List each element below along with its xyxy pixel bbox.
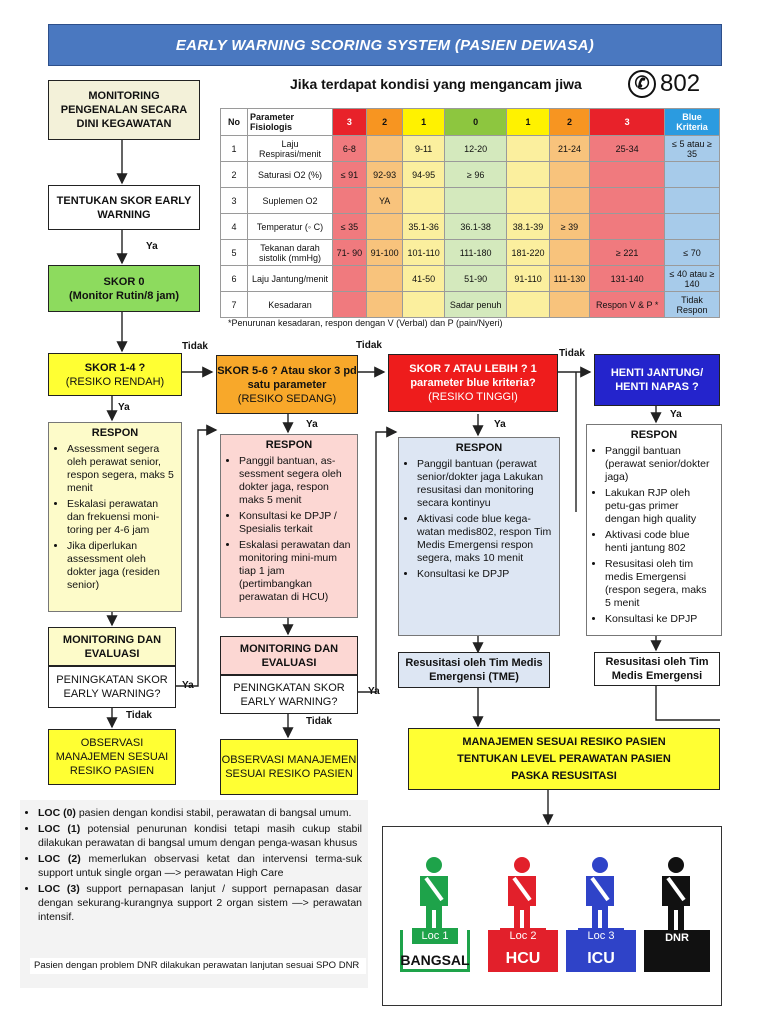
table-cell: 101-110 — [403, 240, 444, 266]
respon-1-item: • Jika diperlukan assessment oleh dokter jaga (residen senior) — [67, 540, 175, 592]
label-tidak-3: Tidak — [559, 348, 585, 359]
loc-note-label: LOC (2) — [38, 853, 81, 865]
monitoring-evaluasi-box-1 — [48, 627, 176, 666]
table-cell: 91-100 — [366, 240, 403, 266]
table-cell: Sadar penuh — [444, 292, 507, 318]
skor-1-4-sub: (RESIKO RENDAH) — [65, 375, 165, 388]
table-cell: 51-90 — [444, 266, 507, 292]
table-cell: ≤ 5 atau ≥ 35 — [665, 136, 720, 162]
tentukan-text: TENTUKAN SKOR EARLY WARNING — [56, 194, 192, 221]
table-cell: 5 — [221, 240, 248, 266]
peningkatan-box-2 — [220, 675, 358, 714]
table-cell: ≥ 96 — [444, 162, 507, 188]
table-cell: 181-220 — [507, 240, 549, 266]
table-cell: Temperatur (◦ C) — [248, 214, 333, 240]
loc-note-label: LOC (3) — [38, 883, 80, 895]
observasi-box-1 — [48, 729, 176, 785]
label-tidak-down-2: Tidak — [306, 716, 332, 727]
table-cell: 1 — [221, 136, 248, 162]
person-figure-icon — [578, 856, 622, 936]
label-tidak-1: Tidak — [182, 341, 208, 352]
resusitasi-tm-text: Resusitasi oleh Tim Medis Emergensi — [605, 656, 709, 682]
respon-2-item: • Konsultasi ke DPJP / Spesialis terkait — [239, 510, 351, 536]
header-score-0: 0 — [444, 109, 507, 136]
table-cell — [507, 188, 549, 214]
henti-jantung-box — [594, 354, 720, 406]
header-score-1: 1 — [403, 109, 444, 136]
label-ya-col1: Ya — [118, 402, 130, 413]
table-cell: 25-34 — [590, 136, 665, 162]
respon-list-2 — [227, 455, 351, 604]
table-cell — [549, 162, 590, 188]
page-title: EARLY WARNING SCORING SYSTEM (PASIEN DEWASA) — [48, 24, 722, 66]
table-cell — [665, 188, 720, 214]
table-cell: Kesadaran — [248, 292, 333, 318]
table-cell — [366, 214, 403, 240]
table-cell: 4 — [221, 214, 248, 240]
peningkatan-text-2: PENINGKATAN SKOR EARLY WARNING? — [233, 681, 345, 708]
table-cell — [590, 188, 665, 214]
table-row — [221, 240, 720, 266]
table-row — [221, 266, 720, 292]
respon-4-item: • Panggil bantuan (perawat senior/dokter jaga) — [605, 445, 715, 484]
table-cell: 38.1-39 — [507, 214, 549, 240]
table-cell: 9-11 — [403, 136, 444, 162]
table-row — [221, 292, 720, 318]
respon-box-sedang — [220, 434, 358, 618]
resusitasi-tme-text: Resusitasi oleh Tim Medis Emergensi (TME) — [405, 657, 543, 683]
monitoring-box — [48, 80, 200, 140]
loc-note-text: support pernapasan lanjut / support pernapasan dasar dengan sekurang-kurangnya support 2 organ sistem —> perawatan intensif. — [38, 883, 362, 923]
table-cell — [366, 292, 403, 318]
table-cell — [403, 188, 444, 214]
loc-2-label: Loc 2 — [500, 928, 546, 944]
table-cell: ≤ 40 atau ≥ 140 — [665, 266, 720, 292]
skor-1-4-title: SKOR 1-4 ? — [84, 361, 146, 374]
label-ya-back-1: Ya — [182, 680, 194, 691]
skor-7-box — [388, 354, 558, 412]
ews-header-row — [221, 109, 720, 136]
label-ya-col2: Ya — [306, 419, 318, 430]
table-cell: 6-8 — [333, 136, 367, 162]
table-cell — [403, 292, 444, 318]
table-footnote: *Penurunan kesadaran, respon dengan V (Verbal) dan P (pain/Nyeri) — [228, 318, 503, 328]
respon-1-item: • Assessment segera oleh perawat senior, respon segera, maks 5 menit — [67, 443, 175, 495]
skor-5-6-sub: (RESIKO SEDANG) — [237, 392, 337, 405]
table-cell: 6 — [221, 266, 248, 292]
table-cell: 111-130 — [549, 266, 590, 292]
peningkatan-box-1 — [48, 666, 176, 708]
label-ya-back-2: Ya — [368, 686, 380, 697]
loc-note-item — [38, 822, 362, 850]
table-cell — [507, 292, 549, 318]
table-cell — [665, 214, 720, 240]
header-score-3: 3 — [333, 109, 367, 136]
respon-4-item: • Resusitasi oleh tim medis Emergensi (respon segera, maks 5 menit — [605, 558, 715, 610]
label-ya-1: Ya — [146, 241, 158, 252]
respon-3-item: • Panggil bantuan (perawat senior/dokter jaga Lakukan resusitasi dan monitoring secara kontinyu — [417, 458, 553, 510]
loc-note-text: pasien dengan kondisi stabil, perawatan di bangsal umum. — [75, 807, 352, 819]
loc-3-label: Loc 3 — [578, 928, 624, 944]
skor-0-box — [48, 265, 200, 312]
table-heading: Jika terdapat kondisi yang mengancam jiwa — [290, 76, 582, 92]
header-score-3b: 3 — [590, 109, 665, 136]
loc-note-label: LOC (0) — [38, 807, 76, 819]
table-cell: ≤ 35 — [333, 214, 367, 240]
loc-1-label: Loc 1 — [412, 928, 458, 944]
manajemen-text: MANAJEMEN SESUAI RESIKO PASIEN TENTUKAN LEVEL PERAWATAN PASIEN PASKA RESUSITASI — [457, 735, 671, 782]
respon-box-tinggi — [398, 437, 560, 636]
loc-notes-list — [26, 806, 362, 924]
table-cell — [549, 292, 590, 318]
label-ya-col3: Ya — [494, 419, 506, 430]
loc-note-item — [38, 882, 362, 924]
table-cell: 12-20 — [444, 136, 507, 162]
respon-box-rendah — [48, 422, 182, 612]
loc-note-text: memerlukan observasi ketat dan intervensi terma-suk support untuk single organ —> perawatan High Care — [38, 853, 363, 879]
resusitasi-tm-box — [594, 652, 720, 686]
person-figure-icon — [654, 856, 698, 936]
skor-0-title: SKOR 0 — [103, 275, 145, 288]
label-tidak-down-1: Tidak — [126, 710, 152, 721]
loc-note-text: potensial penurunan kondisi tetapi masih cukup stabil dilakukan perawatan di bangsal umum dengan penga-wasan khusus — [38, 823, 362, 849]
table-cell: Laju Respirasi/menit — [248, 136, 333, 162]
respon-heading-1: RESPON — [91, 427, 139, 439]
resusitasi-tme-box — [398, 652, 550, 688]
table-cell: Tekanan darah sistolik (mmHg) — [248, 240, 333, 266]
label-ya-col4: Ya — [670, 409, 682, 420]
table-cell: 91-110 — [507, 266, 549, 292]
header-score-1b: 1 — [507, 109, 549, 136]
table-row — [221, 214, 720, 240]
respon-heading-2: RESPON — [265, 439, 313, 451]
header-no: No — [221, 109, 248, 136]
table-cell — [507, 162, 549, 188]
icu-label: ICU — [587, 950, 615, 967]
monitoring-evaluasi-text-2: MONITORING DAN EVALUASI — [239, 642, 339, 669]
monitoring-evaluasi-box-2 — [220, 636, 358, 675]
loc-note-item — [38, 852, 362, 880]
table-cell: ≤ 70 — [665, 240, 720, 266]
bangsal-label: BANGSAL — [400, 952, 470, 968]
skor-7-sub: (RESIKO TINGGI) — [428, 391, 518, 403]
monitoring-evaluasi-text-1: MONITORING DAN EVALUASI — [62, 633, 162, 660]
person-figure-icon — [500, 856, 544, 936]
table-cell: ≤ 91 — [333, 162, 367, 188]
table-cell: Respon V & P * — [590, 292, 665, 318]
table-cell — [549, 240, 590, 266]
table-cell: 92-93 — [366, 162, 403, 188]
dnr-label: DNR — [656, 930, 698, 946]
henti-title: HENTI JANTUNG/ HENTI NAPAS ? — [610, 367, 704, 393]
table-cell: Laju Jantung/menit — [248, 266, 333, 292]
respon-3-item: • Aktivasi code blue kega-watan medis802, respon Tim Medis Emergensi respon segera, maks 10 menit — [417, 513, 553, 565]
table-cell: ≥ 39 — [549, 214, 590, 240]
table-cell: Saturasi O2 (%) — [248, 162, 333, 188]
skor-0-sub: (Monitor Rutin/8 jam) — [69, 289, 179, 302]
respon-3-item: • Konsultasi ke DPJP — [417, 568, 553, 581]
table-cell: 111-180 — [444, 240, 507, 266]
table-cell: 21-24 — [549, 136, 590, 162]
respon-4-item: • Aktivasi code blue henti jantung 802 — [605, 529, 715, 555]
respon-list-1 — [55, 443, 175, 592]
table-cell: 71- 90 — [333, 240, 367, 266]
manajemen-box — [408, 728, 720, 790]
phone-icon: ✆ — [628, 70, 656, 98]
table-cell: Tidak Respon — [665, 292, 720, 318]
table-cell — [507, 136, 549, 162]
table-row — [221, 136, 720, 162]
loc-note-label: LOC (1) — [38, 823, 81, 835]
respon-box-henti — [586, 424, 722, 636]
dnr-note: Pasien dengan problem DNR dilakukan perawatan lanjutan sesuai SPO DNR — [30, 958, 366, 974]
monitoring-text: MONITORING PENGENALAN SECARA DINI KEGAWATAN — [60, 90, 188, 130]
peningkatan-text-1: PENINGKATAN SKOR EARLY WARNING? — [56, 674, 168, 700]
table-cell: YA — [366, 188, 403, 214]
table-cell: 41-50 — [403, 266, 444, 292]
respon-heading-4: RESPON — [630, 429, 678, 441]
table-row — [221, 162, 720, 188]
respon-4-item: • Lakukan RJP oleh petu-gas primer dengan high quality — [605, 487, 715, 526]
table-cell: 36.1-38 — [444, 214, 507, 240]
table-row — [221, 188, 720, 214]
tentukan-skor-box — [48, 185, 200, 230]
respon-2-item: • Panggil bantuan, as-sessment segera oleh dokter jaga, respon maks 5 menit — [239, 455, 351, 507]
table-cell — [665, 162, 720, 188]
hcu-label: HCU — [505, 950, 541, 967]
respon-2-item: • Eskalasi perawatan dan monitoring mini-mum tiap 1 jam (pertimbangkan perawatan di HCU) — [239, 539, 351, 604]
respon-4-item: • Konsultasi ke DPJP — [605, 613, 715, 626]
table-cell: 94-95 — [403, 162, 444, 188]
table-cell — [333, 266, 367, 292]
person-figure-icon — [412, 856, 456, 936]
table-cell: 131-140 — [590, 266, 665, 292]
phone-number: 802 — [660, 70, 701, 97]
table-cell — [590, 162, 665, 188]
loc-note-item — [38, 806, 362, 820]
skor-1-4-box — [48, 353, 182, 396]
observasi-text-1: OBSERVASI MANAJEMEN SESUAI RESIKO PASIEN — [55, 737, 169, 777]
skor-5-6-title: SKOR 5-6 ? Atau skor 3 pd satu parameter — [217, 364, 357, 391]
table-cell — [444, 188, 507, 214]
respon-heading-3: RESPON — [455, 442, 503, 454]
respon-list-4 — [593, 445, 715, 626]
table-cell: Suplemen O2 — [248, 188, 333, 214]
table-cell — [333, 292, 367, 318]
ews-table — [220, 108, 720, 318]
table-cell: 3 — [221, 188, 248, 214]
header-score-2b: 2 — [549, 109, 590, 136]
table-cell: 7 — [221, 292, 248, 318]
skor-5-6-box — [216, 355, 358, 414]
table-cell — [333, 188, 367, 214]
table-cell — [590, 214, 665, 240]
observasi-text-2: OBSERVASI MANAJEMEN SESUAI RESIKO PASIEN — [221, 754, 357, 780]
observasi-box-2 — [220, 739, 358, 795]
respon-list-3 — [405, 458, 553, 581]
label-tidak-2: Tidak — [356, 340, 382, 351]
table-cell — [366, 136, 403, 162]
table-cell: 35.1-36 — [403, 214, 444, 240]
table-cell — [549, 188, 590, 214]
table-cell — [366, 266, 403, 292]
table-cell: 2 — [221, 162, 248, 188]
header-blue-kriteria: Blue Kriteria — [665, 109, 720, 136]
skor-7-title: SKOR 7 ATAU LEBIH ? 1 parameter blue kriteria? — [409, 363, 537, 389]
respon-1-item: • Eskalasi perawatan dan frekuensi moni-toring per 4-6 jam — [67, 498, 175, 537]
header-score-2: 2 — [366, 109, 403, 136]
header-parameter: Parameter Fisiologis — [248, 109, 333, 136]
table-cell: ≥ 221 — [590, 240, 665, 266]
